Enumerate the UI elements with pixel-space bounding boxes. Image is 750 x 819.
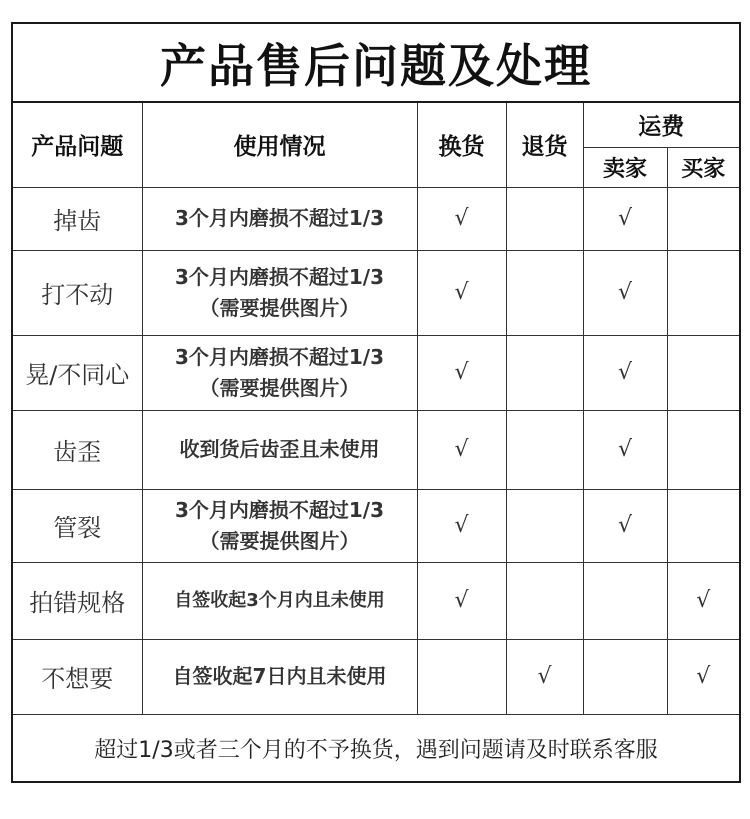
return-mark	[506, 250, 583, 335]
usage-line: 自签收起3个月内且未使用	[174, 590, 385, 611]
buyer-mark	[667, 489, 739, 562]
buyer-mark	[667, 335, 739, 410]
return-mark	[506, 489, 583, 562]
page-title: 产品售后问题及处理	[13, 24, 739, 103]
exchange-mark: √	[417, 410, 506, 489]
exchange-mark: √	[417, 562, 506, 639]
seller-mark	[583, 639, 667, 714]
footer-note: 超过1/3或者三个月的不予换货，遇到问题请及时联系客服	[13, 714, 739, 781]
table-row	[13, 639, 739, 714]
exchange-mark: √	[417, 187, 506, 250]
usage-line: 3个月内磨损不超过1/3	[174, 264, 385, 289]
header-return: 退货	[506, 103, 583, 187]
return-mark	[506, 410, 583, 489]
buyer-mark: √	[667, 562, 739, 639]
buyer-mark	[667, 410, 739, 489]
return-mark: √	[506, 639, 583, 714]
usage-cell	[142, 489, 417, 562]
problem-cell: 掉齿	[13, 187, 142, 250]
usage-cell	[142, 562, 417, 639]
exchange-mark: √	[417, 335, 506, 410]
table-row	[13, 410, 739, 489]
problem-cell: 打不动	[13, 250, 142, 335]
return-mark	[506, 562, 583, 639]
usage-cell	[142, 639, 417, 714]
exchange-mark: √	[417, 489, 506, 562]
usage-line: 3个月内磨损不超过1/3	[174, 497, 385, 522]
return-mark	[506, 335, 583, 410]
problem-cell: 管裂	[13, 489, 142, 562]
usage-note: （需要提供图片）	[199, 528, 360, 553]
table-row	[13, 250, 739, 335]
problem-cell: 齿歪	[13, 410, 142, 489]
exchange-mark	[417, 639, 506, 714]
seller-mark: √	[583, 250, 667, 335]
buyer-mark	[667, 187, 739, 250]
exchange-mark: √	[417, 250, 506, 335]
table-row	[13, 562, 739, 639]
header-exchange: 换货	[417, 103, 506, 187]
header-problem: 产品问题	[13, 103, 142, 187]
table-row	[13, 489, 739, 562]
after-sales-table-frame	[11, 22, 741, 783]
return-mark	[506, 187, 583, 250]
table-row	[13, 335, 739, 410]
seller-mark: √	[583, 410, 667, 489]
usage-note: （需要提供图片）	[199, 375, 360, 400]
seller-mark: √	[583, 187, 667, 250]
header-seller: 卖家	[583, 147, 667, 187]
header-usage: 使用情况	[142, 103, 417, 187]
seller-mark: √	[583, 489, 667, 562]
usage-cell	[142, 250, 417, 335]
usage-line: 3个月内磨损不超过1/3	[174, 206, 385, 230]
usage-cell	[142, 410, 417, 489]
seller-mark	[583, 562, 667, 639]
problem-cell: 不想要	[13, 639, 142, 714]
buyer-mark	[667, 250, 739, 335]
usage-cell	[142, 187, 417, 250]
after-sales-table	[13, 103, 739, 715]
usage-cell	[142, 335, 417, 410]
usage-line: 3个月内磨损不超过1/3	[174, 344, 385, 369]
header-buyer: 买家	[667, 147, 739, 187]
usage-note: （需要提供图片）	[199, 295, 360, 320]
seller-mark: √	[583, 335, 667, 410]
header-shipping: 运费	[583, 103, 739, 147]
problem-cell: 拍错规格	[13, 562, 142, 639]
table-row	[13, 187, 739, 250]
problem-cell: 晃/不同心	[13, 335, 142, 410]
usage-line: 收到货后齿歪且未使用	[179, 437, 380, 461]
usage-line: 自签收起7日内且未使用	[172, 664, 387, 688]
buyer-mark: √	[667, 639, 739, 714]
